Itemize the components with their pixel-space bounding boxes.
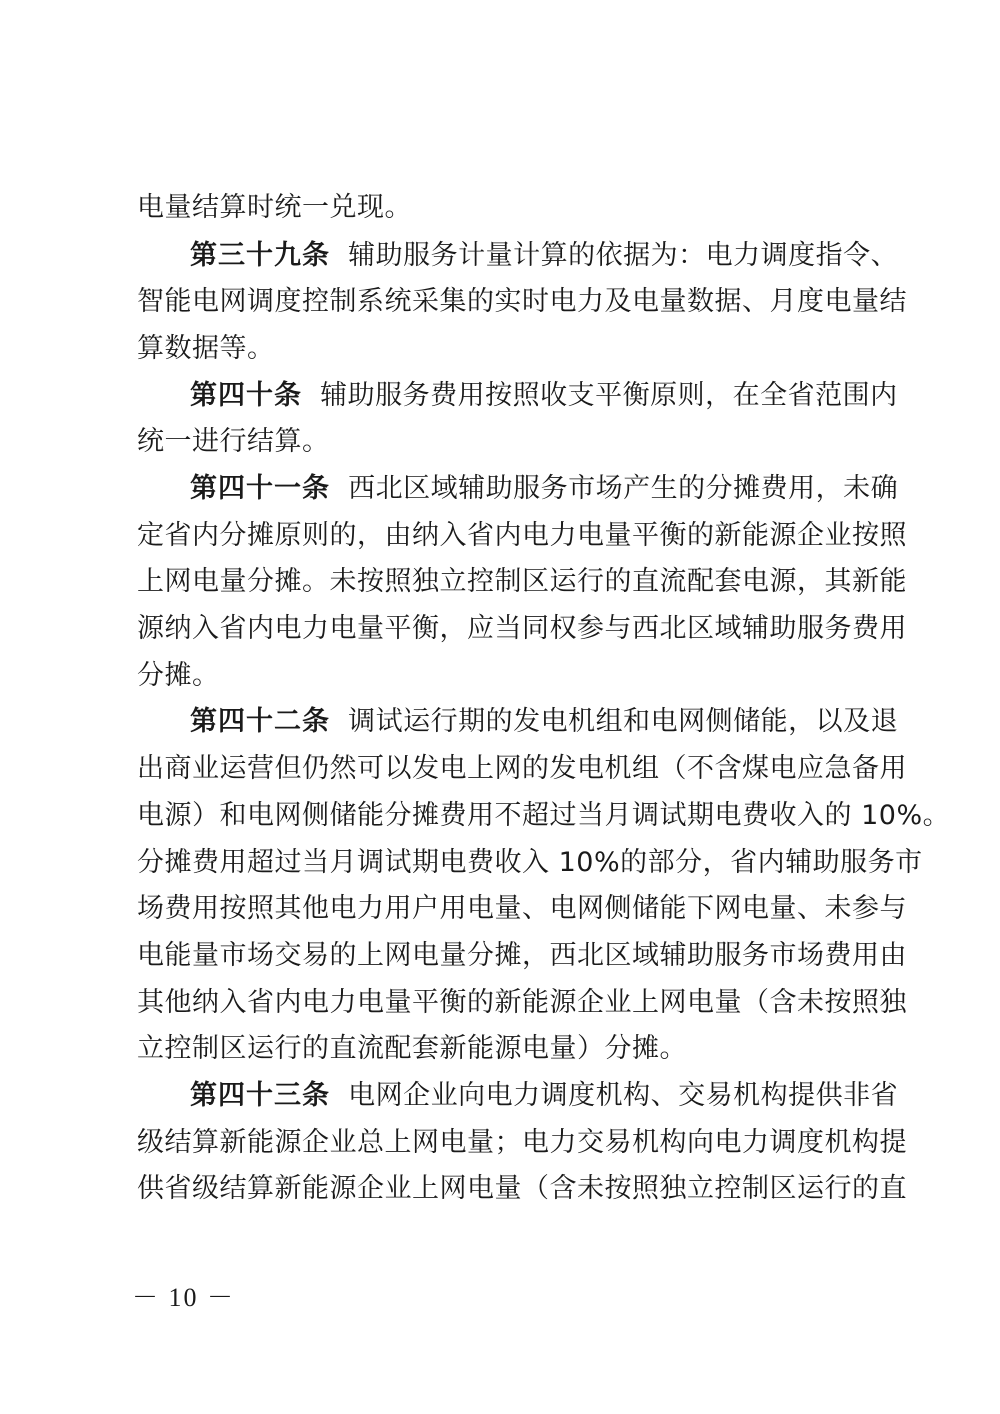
article-title: 第四十三条 (190, 1080, 330, 1111)
article-title: 第四十一条 (190, 473, 330, 504)
article-41 (190, 471, 898, 511)
text-line: 定省内分摊原则的，由纳入省内电力电量平衡的新能源企业按照 (137, 520, 907, 551)
article-40 (190, 378, 898, 418)
text-line: 算数据等。 (137, 333, 275, 364)
article-title: 第四十条 (190, 380, 302, 411)
article-title: 第四十二条 (190, 706, 330, 737)
text-line: 场费用按照其他电力用户用电量、电网侧储能下网电量、未参与 (137, 893, 907, 924)
text-line: 辅助服务计量计算的依据为：电力调度指令、 (348, 240, 899, 271)
text-line: 分摊费用超过当月调试期电费收入 10%的部分，省内辅助服务市 (137, 847, 923, 878)
text-line: 级结算新能源企业总上网电量；电力交易机构向电力调度机构提 (137, 1127, 907, 1158)
text-line: 电能量市场交易的上网电量分摊，西北区域辅助服务市场费用由 (137, 940, 907, 971)
article-title: 第三十九条 (190, 240, 330, 271)
article-43 (190, 1078, 898, 1118)
text-line: 分摊。 (137, 660, 220, 691)
article-42 (190, 704, 898, 744)
text-line: 辅助服务费用按照收支平衡原则，在全省范围内 (320, 380, 898, 411)
text-line: 统一进行结算。 (137, 426, 330, 457)
text-line: 电源）和电网侧储能分摊费用不超过当月调试期电费收入的 10%。 (137, 800, 951, 831)
text-line: 供省级结算新能源企业上网电量（含未按照独立控制区运行的直 (137, 1173, 907, 1204)
text-line: 源纳入省内电力电量平衡，应当同权参与西北区域辅助服务费用 (137, 613, 907, 644)
text-line: 智能电网调度控制系统采集的实时电力及电量数据、月度电量结 (137, 286, 907, 317)
text-line: 调试运行期的发电机组和电网侧储能，以及退 (348, 706, 899, 737)
text-line: 西北区域辅助服务市场产生的分摊费用，未确 (348, 473, 899, 504)
text-line: 电量结算时统一兑现。 (137, 192, 412, 223)
text-line: 上网电量分摊。未按照独立控制区运行的直流配套电源，其新能 (137, 566, 907, 597)
text-line: 其他纳入省内电力电量平衡的新能源企业上网电量（含未按照独 (137, 987, 907, 1018)
page-number: － 10 － (132, 1283, 236, 1312)
article-39 (190, 238, 898, 278)
text-line: 电网企业向电力调度机构、交易机构提供非省 (348, 1080, 899, 1111)
text-line: 立控制区运行的直流配套新能源电量）分摊。 (137, 1033, 687, 1064)
text-line: 出商业运营但仍然可以发电上网的发电机组（不含煤电应急备用 (137, 753, 907, 784)
